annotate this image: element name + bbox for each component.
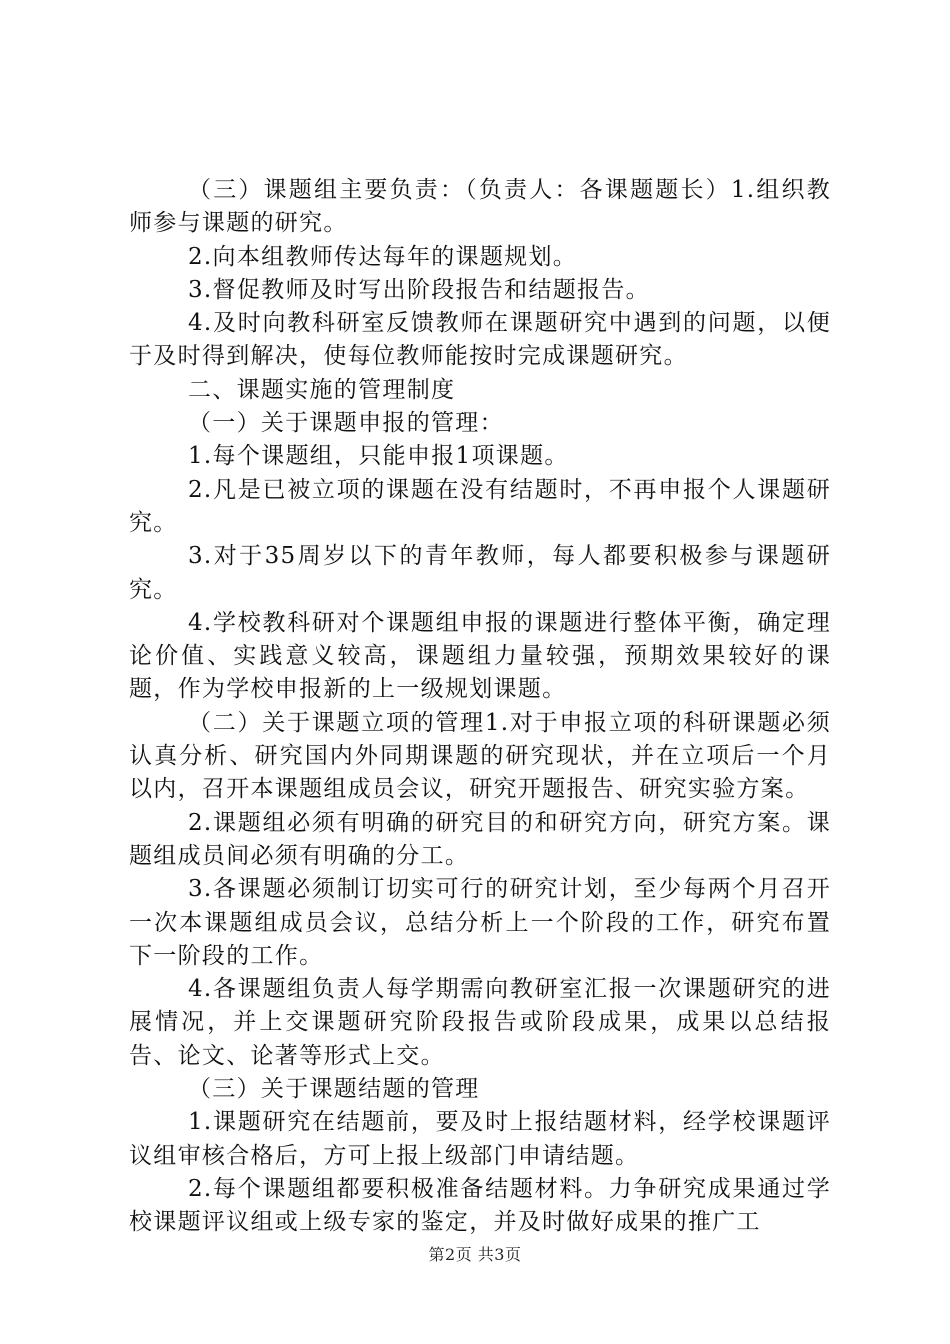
- paragraph-item: 2.课题组必须有明确的研究目的和研究方向，研究方案。课题组成员间必须有明确的分工。: [129, 809, 831, 869]
- paragraph-item: 4.学校教科研对个课题组申报的课题进行整体平衡，确定理论价值、实践意义较高，课题组力量较强，预期效果较好的课题，作为学校申报新的上一级规划课题。: [129, 609, 831, 703]
- subsection-heading: （三）关于课题结题的管理: [188, 1076, 480, 1103]
- paragraph-item: 3.对于35周岁以下的青年教师，每人都要积极参与课题研究。: [129, 543, 831, 603]
- paragraph-item: 2.向本组教师传达每年的课题规划。: [188, 243, 578, 270]
- paragraph-item: 2.凡是已被立项的课题在没有结题时，不再申报个人课题研究。: [129, 476, 831, 536]
- subsection-paragraph: （二）关于课题立项的管理1.对于申报立项的科研课题必须认真分析、研究国内外同期课题的研究现状，并在立项后一个月以内，召开本课题组成员会议，研究开题报告、研究实验方案。: [129, 709, 831, 803]
- subsection-heading: （一）关于课题申报的管理：: [188, 410, 504, 437]
- paragraph-item: 3.督促教师及时写出阶段报告和结题报告。: [188, 276, 650, 303]
- paragraph-item: 2.每个课题组都要积极准备结题材料。力争研究成果通过学校课题评议组或上级专家的鉴定，并及时做好成果的推广工: [129, 1175, 831, 1236]
- paragraph-item: 4.及时向教科研室反馈教师在课题研究中遇到的问题，以便于及时得到解决，使每位教师能按时完成课题研究。: [129, 310, 831, 370]
- page-footer: 第2页 共3页: [428, 1245, 522, 1264]
- paragraph-item: 1.每个课题组，只能申报1项课题。: [188, 443, 569, 470]
- paragraph-group-duties: （三）课题组主要负责：（负责人：各课题题长）1.组织教师参与课题的研究。: [129, 177, 831, 237]
- document-body: [129, 174, 831, 1240]
- paragraph-item: 1.课题研究在结题前，要及时上报结题材料，经学校课题评议组审核合格后，方可上报上级部门申请结题。: [129, 1109, 831, 1169]
- paragraph-item: 4.各课题组负责人每学期需向教研室汇报一次课题研究的进展情况，并上交课题研究阶段报告或阶段成果，成果以总结报告、论文、论著等形式上交。: [129, 976, 831, 1069]
- section-heading: 二、课题实施的管理制度: [188, 376, 456, 403]
- paragraph-item: 3.各课题必须制订切实可行的研究计划，至少每两个月召开一次本课题组成员会议，总结分析上一个阶段的工作，研究布置下一阶段的工作。: [129, 876, 831, 969]
